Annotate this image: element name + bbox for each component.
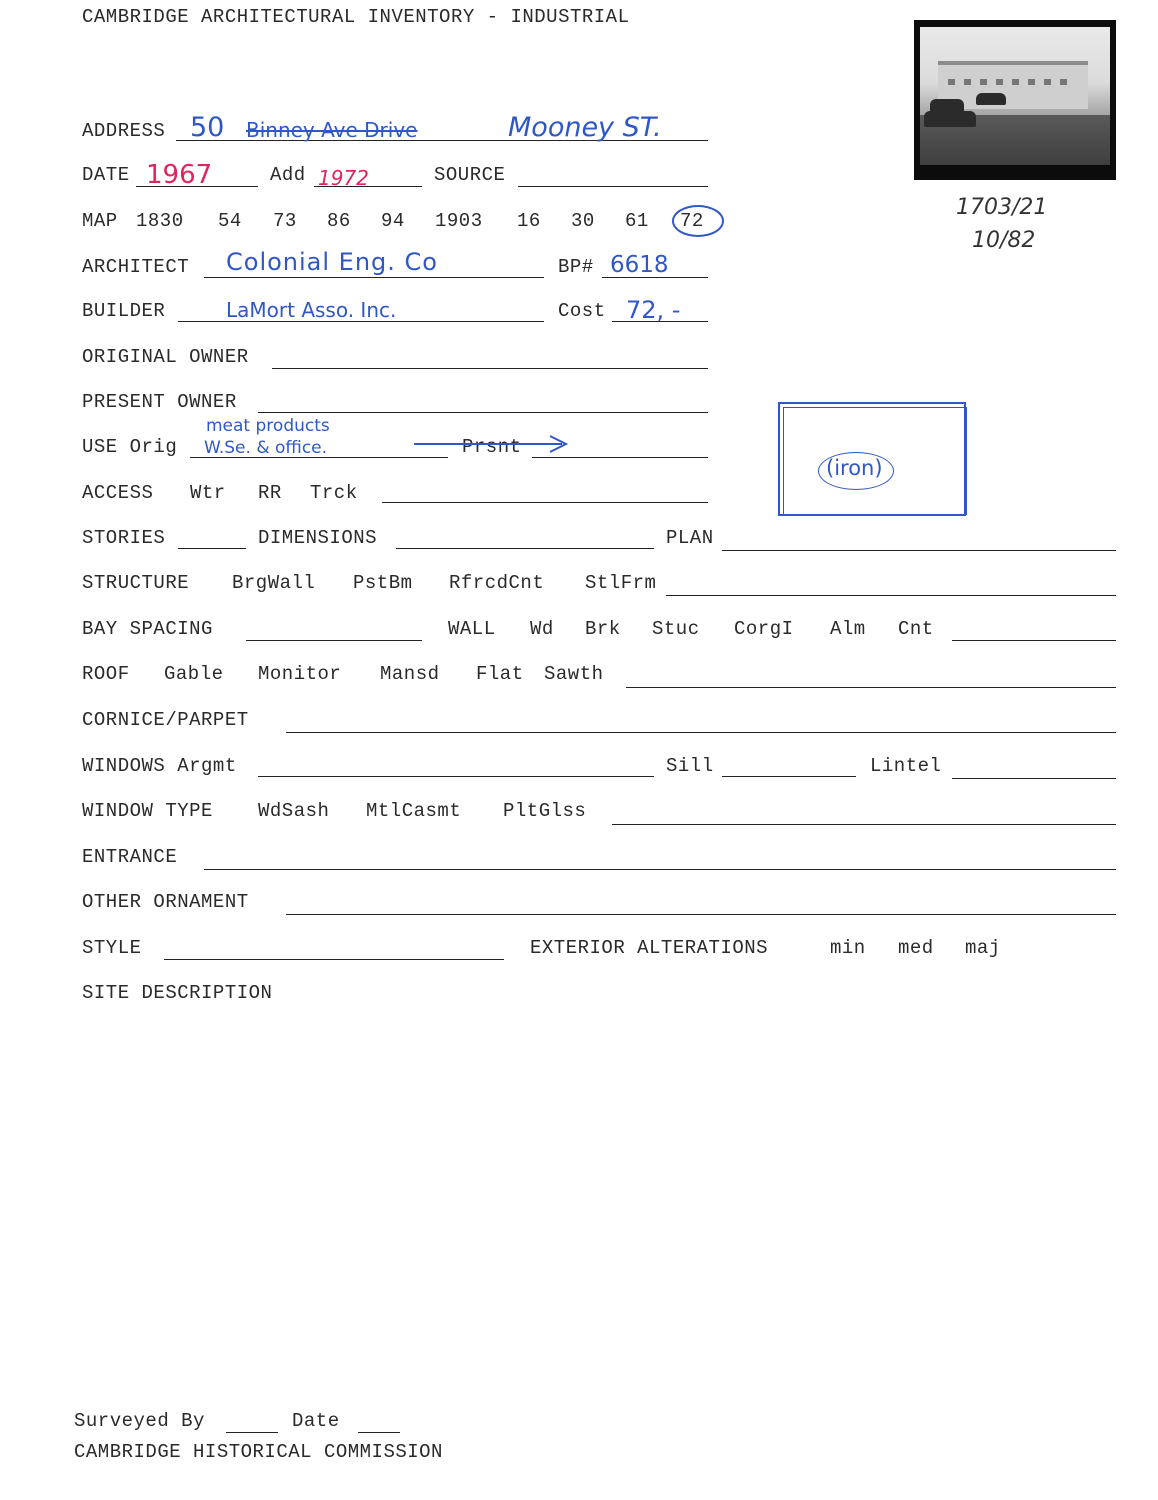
arrow-right-icon	[412, 434, 572, 454]
architect-value: Colonial Eng. Co	[226, 248, 438, 276]
map-year-1903: 1903	[435, 210, 483, 232]
dimensions-label: DIMENSIONS	[258, 527, 378, 549]
use-present-label: Prsnt	[462, 436, 522, 458]
map-72-circle-mark	[672, 205, 724, 237]
use-orig-line1: meat products	[206, 416, 330, 436]
exterior-alterations-label: EXTERIOR ALTERATIONS	[530, 937, 769, 959]
map-year-73: 73	[273, 210, 297, 232]
other-ornament-label: OTHER ORNAMENT	[82, 891, 249, 913]
map-year-94: 94	[381, 210, 405, 232]
address-label: ADDRESS	[82, 120, 166, 142]
alterations-option-min: min	[830, 937, 866, 959]
wall-option-wd: Wd	[530, 618, 554, 640]
footer-date-label: Date	[292, 1410, 340, 1432]
original-owner-label: ORIGINAL OWNER	[82, 346, 249, 368]
sketch-note: (iron)	[826, 456, 883, 480]
window-type-option-wdsash: WdSash	[258, 800, 330, 822]
wall-option-brk: Brk	[585, 618, 621, 640]
alterations-option-maj: maj	[965, 937, 1001, 959]
building-photo-icon	[914, 20, 1116, 180]
address-number: 50	[190, 112, 225, 143]
stories-label: STORIES	[82, 527, 166, 549]
structure-option-pstbm: PstBm	[353, 572, 413, 594]
architect-label: ARCHITECT	[82, 256, 190, 278]
builder-label: BUILDER	[82, 300, 166, 322]
map-year-30: 30	[571, 210, 595, 232]
wall-option-cnt: Cnt	[898, 618, 934, 640]
roof-label: ROOF	[82, 663, 130, 685]
structure-option-stlfrm: StlFrm	[585, 572, 657, 594]
access-option-truck: Trck	[310, 482, 358, 504]
window-type-label: WINDOW TYPE	[82, 800, 213, 822]
roof-option-mansd: Mansd	[380, 663, 440, 685]
alterations-option-med: med	[898, 937, 934, 959]
address-street: Mooney ST.	[508, 112, 662, 143]
use-orig-label: USE Orig	[82, 436, 178, 458]
map-year-86: 86	[327, 210, 351, 232]
map-year-72: 72	[680, 210, 704, 232]
roof-option-monitor: Monitor	[258, 663, 342, 685]
bp-label: BP#	[558, 256, 594, 278]
roof-option-sawth: Sawth	[544, 663, 604, 685]
ref-note-1: 1703/21	[956, 195, 1048, 220]
structure-option-rfrcdcnt: RfrcdCnt	[449, 572, 545, 594]
roof-option-flat: Flat	[476, 663, 524, 685]
wall-option-corgi: CorgI	[734, 618, 794, 640]
wall-option-stuc: Stuc	[652, 618, 700, 640]
map-label: MAP	[82, 210, 118, 232]
add-value: 1972	[318, 166, 369, 190]
access-label: ACCESS	[82, 482, 154, 504]
lintel-label: Lintel	[870, 755, 942, 777]
style-label: STYLE	[82, 937, 142, 959]
form-title: CAMBRIDGE ARCHITECTURAL INVENTORY - INDUSTRIAL	[82, 6, 630, 28]
cost-label: Cost	[558, 300, 606, 322]
wall-option-alm: Alm	[830, 618, 866, 640]
entrance-label: ENTRANCE	[82, 846, 178, 868]
map-year-16: 16	[517, 210, 541, 232]
date-value: 1967	[146, 160, 213, 190]
site-description-label: SITE DESCRIPTION	[82, 982, 273, 1004]
surveyed-by-label: Surveyed By	[74, 1410, 205, 1432]
present-owner-label: PRESENT OWNER	[82, 391, 237, 413]
plan-label: PLAN	[666, 527, 714, 549]
access-option-railroad: RR	[258, 482, 282, 504]
window-type-option-mtlcasmt: MtlCasmt	[366, 800, 462, 822]
cost-value: 72, -	[626, 296, 681, 324]
structure-option-brgwall: BrgWall	[232, 572, 316, 594]
commission-name: CAMBRIDGE HISTORICAL COMMISSION	[74, 1441, 443, 1463]
map-year-1830: 1830	[136, 210, 184, 232]
windows-label: WINDOWS Argmt	[82, 755, 237, 777]
source-label: SOURCE	[434, 164, 506, 186]
structure-label: STRUCTURE	[82, 572, 190, 594]
window-type-option-pltglss: PltGlss	[503, 800, 587, 822]
address-struck-street: Binney Ave Drive	[246, 118, 418, 142]
map-year-61: 61	[625, 210, 649, 232]
wall-label: WALL	[448, 618, 496, 640]
bay-spacing-label: BAY SPACING	[82, 618, 213, 640]
add-label: Add	[270, 164, 306, 186]
sill-label: Sill	[666, 755, 714, 777]
cornice-label: CORNICE/PARPET	[82, 709, 249, 731]
map-year-54: 54	[218, 210, 242, 232]
roof-option-gable: Gable	[164, 663, 224, 685]
access-option-water: Wtr	[190, 482, 226, 504]
bp-value: 6618	[610, 252, 669, 278]
builder-value: LaMort Asso. Inc.	[226, 298, 397, 322]
ref-note-2: 10/82	[972, 228, 1036, 253]
date-label: DATE	[82, 164, 130, 186]
use-orig-line2: W.Se. & office.	[204, 438, 328, 458]
